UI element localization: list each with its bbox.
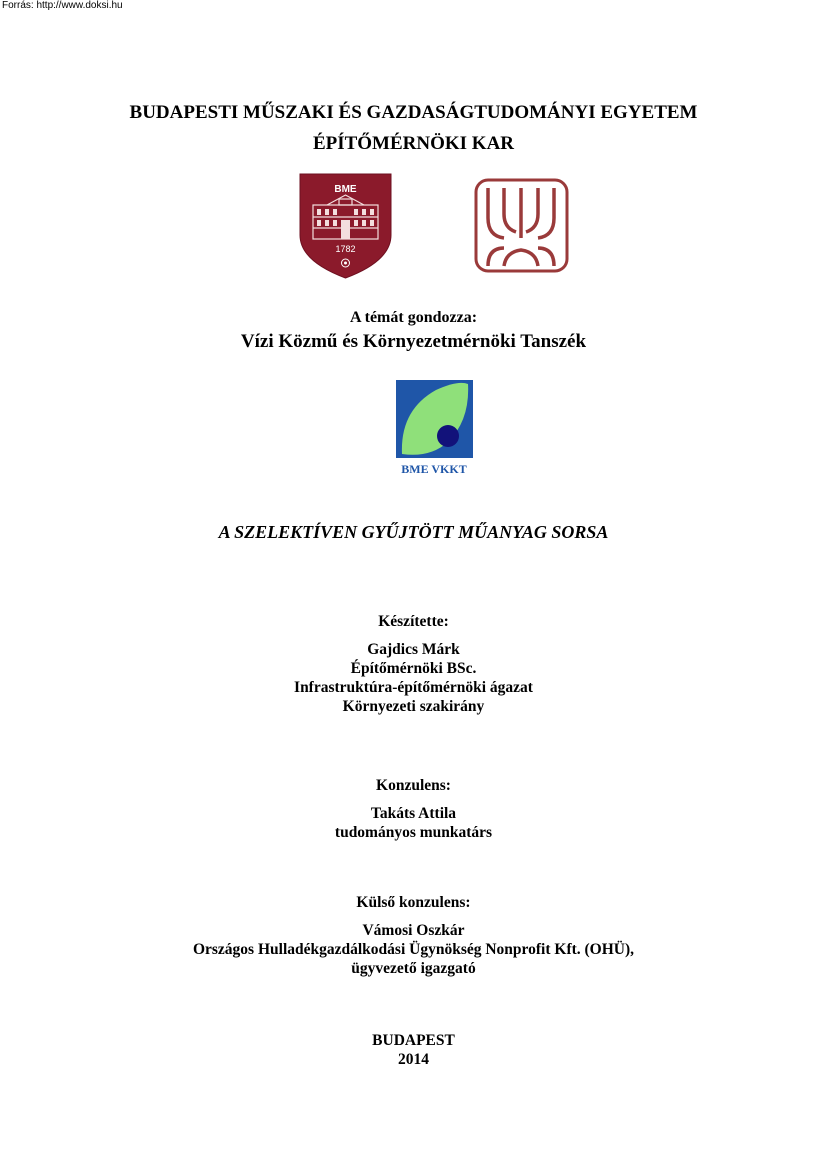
external-consultant-organization: Országos Hulladékgazdálkodási Ügynökség Nonprofit Kft. (OHÜ), <box>192 941 635 958</box>
supervision-label: A témát gondozza: <box>349 309 478 326</box>
external-consultant-label: Külső konzulens: <box>356 894 471 911</box>
author-branch: Infrastruktúra-építőmérnöki ágazat <box>294 679 533 696</box>
vkkt-logo-text: BME VKKT <box>401 462 467 476</box>
footer <box>0 1031 827 1069</box>
bme-crest-year: 1782 <box>335 244 356 254</box>
department-logo <box>474 178 569 278</box>
bme-crest-text: BME <box>334 184 357 195</box>
author-degree: Építőmérnöki BSc. <box>350 660 477 677</box>
university-header <box>0 97 827 159</box>
consultant-name: Takáts Attila <box>370 805 457 822</box>
footer-city: BUDAPEST <box>372 1032 455 1049</box>
consultant-role: tudományos munkatárs <box>334 824 493 841</box>
bme-vkkt-logo <box>396 380 476 481</box>
department-name: Vízi Közmű és Környezetmérnöki Tanszék <box>240 331 587 352</box>
thesis-title: A SZELEKTÍVEN GYŰJTÖTT MŰANYAG SORSA <box>218 522 609 542</box>
external-consultant-role: ügyvezető igazgató <box>351 960 476 977</box>
footer-year: 2014 <box>398 1051 429 1068</box>
consultant-label: Konzulens: <box>376 777 451 794</box>
university-name: BUDAPESTI MŰSZAKI ÉS GAZDASÁGTUDOMÁNYI EGYETEM <box>129 102 698 123</box>
faculty-name: ÉPÍTŐMÉRNÖKI KAR <box>312 133 515 154</box>
external-consultant-name: Vámosi Oszkár <box>362 922 465 939</box>
author-label: Készítette: <box>378 613 449 630</box>
external-consultant-section <box>0 893 827 978</box>
source-url: Forrás: http://www.doksi.hu <box>2 0 123 11</box>
author-specialization: Környezeti szakirány <box>342 698 485 715</box>
consultant-section <box>0 776 827 842</box>
author-name: Gajdics Márk <box>367 641 460 658</box>
bme-crest-logo <box>299 173 392 284</box>
author-section <box>0 612 827 716</box>
